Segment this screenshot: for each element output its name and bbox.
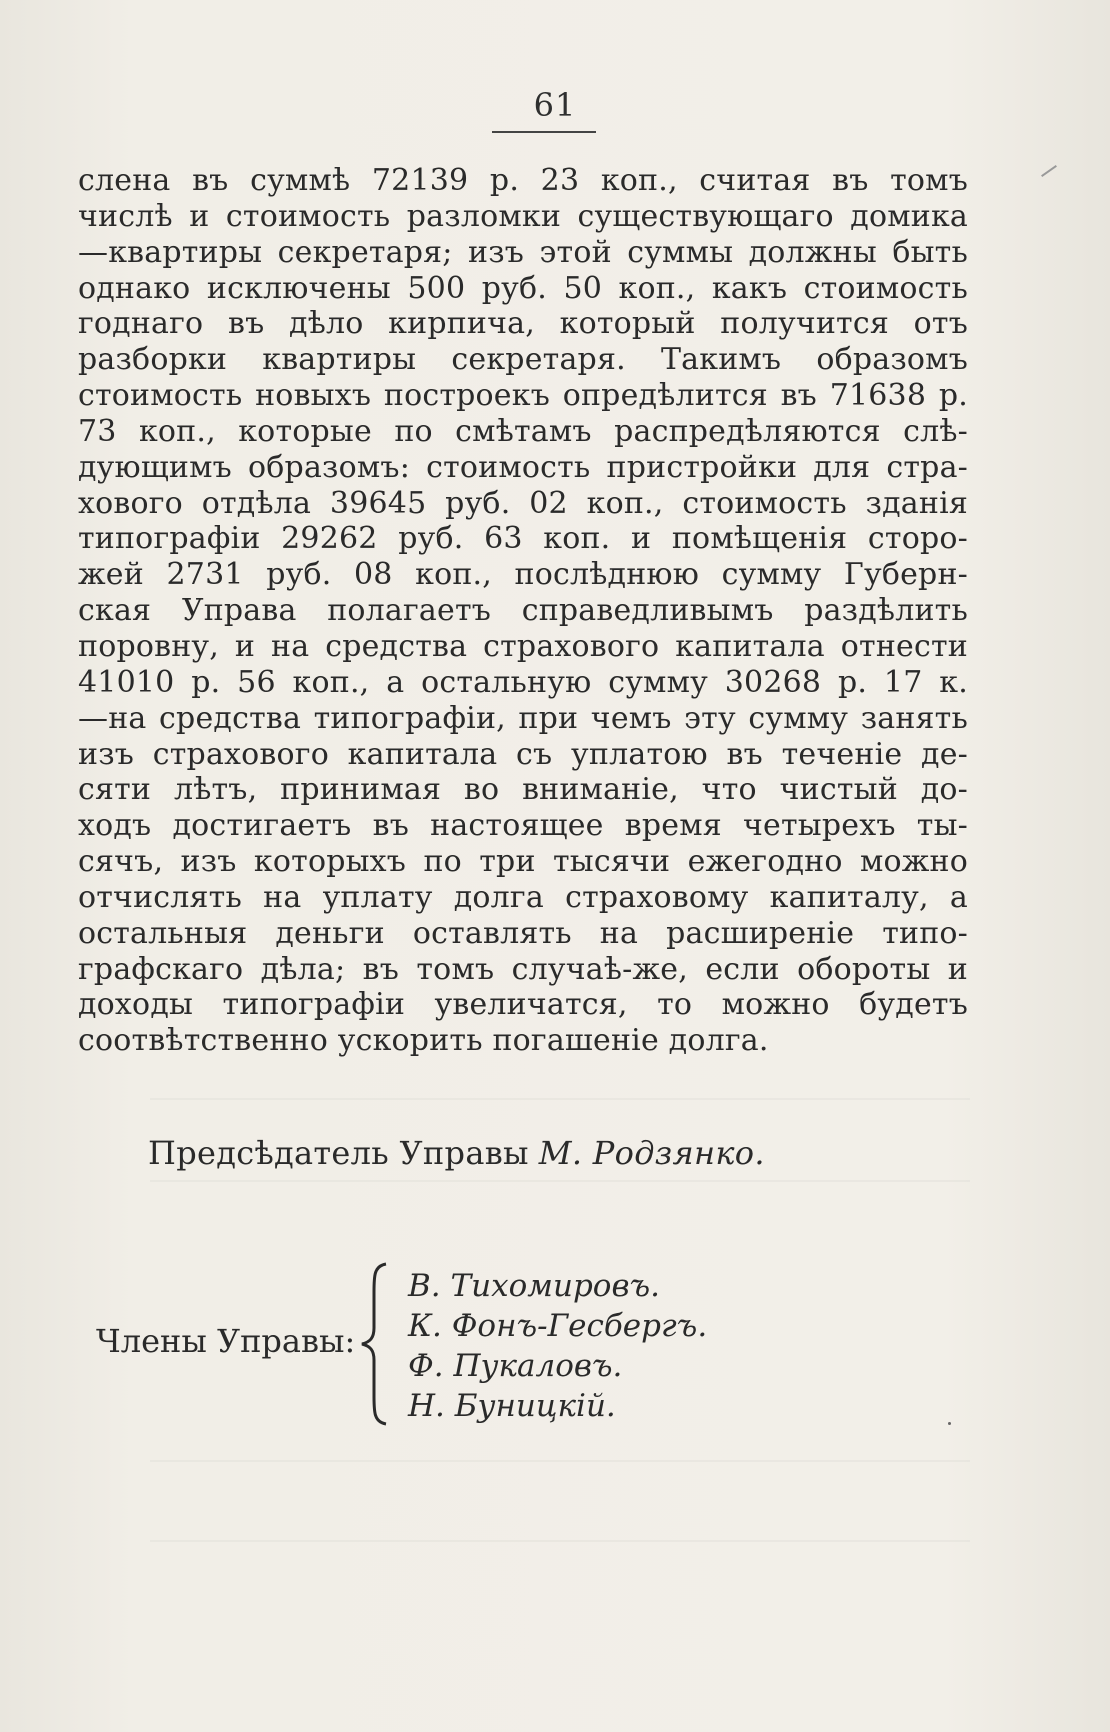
text-line: 73 коп., которые по смѣтамъ распредѣляются слѣ- <box>78 413 968 449</box>
text-line: годнаго въ дѣло кирпича, который получится отъ <box>78 306 968 342</box>
text-line: сяти лѣтъ, принимая во вниманіе, что чистый до- <box>78 772 968 808</box>
text-line: слена въ суммѣ 72139 р. 23 коп., считая въ томъ <box>78 163 968 198</box>
members-list <box>408 1266 707 1426</box>
chairman-name: М. Родзянко. <box>538 1134 765 1172</box>
member-name: Ф. Пукаловъ. <box>408 1348 623 1384</box>
margin-mark <box>1041 165 1057 177</box>
members-label: Члены Управы: <box>96 1322 356 1360</box>
text-line: ходъ достигаетъ въ настоящее время четырехъ ты- <box>78 808 968 844</box>
member-name: Н. Буницкій. <box>408 1388 616 1424</box>
text-line: стоимость новыхъ построекъ опредѣлится въ 71638 р. <box>78 378 968 414</box>
page-number: 61 <box>533 86 577 124</box>
text-line: графскаго дѣла; въ томъ случаѣ-же, если обороты и <box>78 951 968 987</box>
text-line: поровну, и на средства страхового капитала отнести <box>78 628 968 664</box>
text-line: типографіи 29262 руб. 63 коп. и помѣщенія сторо- <box>78 521 968 557</box>
body-paragraph <box>78 163 968 1059</box>
bleed-through-line <box>150 1540 970 1542</box>
chairman-signature-line <box>148 1134 765 1172</box>
page-number-rule <box>492 131 596 133</box>
text-line: жей 2731 руб. 08 коп., послѣднюю сумму Губерн- <box>78 557 968 593</box>
text-line: —на средства типографіи, при чемъ эту сумму занять <box>78 700 968 736</box>
text-line: хового отдѣла 39645 руб. 02 коп., стоимость зданія <box>78 485 968 521</box>
member-name: К. Фонъ-Гесбергъ. <box>408 1308 708 1344</box>
text-line: сячъ, изъ которыхъ по три тысячи ежегодно можно <box>78 844 968 880</box>
text-line: 41010 р. 56 коп., а остальную сумму 30268 р. 17 к. <box>78 664 968 700</box>
text-line: однако исключены 500 руб. 50 коп., какъ стоимость <box>78 270 968 306</box>
text-line: соотвѣтственно ускорить погашеніе долга. <box>78 1023 769 1059</box>
curly-brace-icon <box>356 1262 396 1426</box>
text-line: дующимъ образомъ: стоимость пристройки для стра- <box>78 449 968 485</box>
bleed-through-line <box>150 1460 970 1462</box>
text-line: отчислять на уплату долга страховому капиталу, а <box>78 879 968 915</box>
paper-speck <box>948 1422 951 1425</box>
text-line: изъ страхового капитала съ уплатою въ теченіе де- <box>78 736 968 772</box>
text-line: —квартиры секретаря; изъ этой суммы должны быть <box>78 234 968 270</box>
text-line: ская Управа полагаетъ справедливымъ раздѣлить <box>78 593 968 629</box>
text-line: доходы типографіи увеличатся, то можно будетъ <box>78 987 968 1023</box>
text-line: числѣ и стоимость разломки существующаго домика <box>78 198 968 234</box>
bleed-through-line <box>150 1180 970 1182</box>
text-line: остальныя деньги оставлять на расширеніе типо- <box>78 915 968 951</box>
chairman-title: Предсѣдатель Управы <box>148 1134 529 1172</box>
member-name: В. Тихомировъ. <box>408 1268 661 1304</box>
bleed-through-line <box>150 1098 970 1100</box>
text-line: разборки квартиры секретаря. Такимъ образомъ <box>78 342 968 378</box>
